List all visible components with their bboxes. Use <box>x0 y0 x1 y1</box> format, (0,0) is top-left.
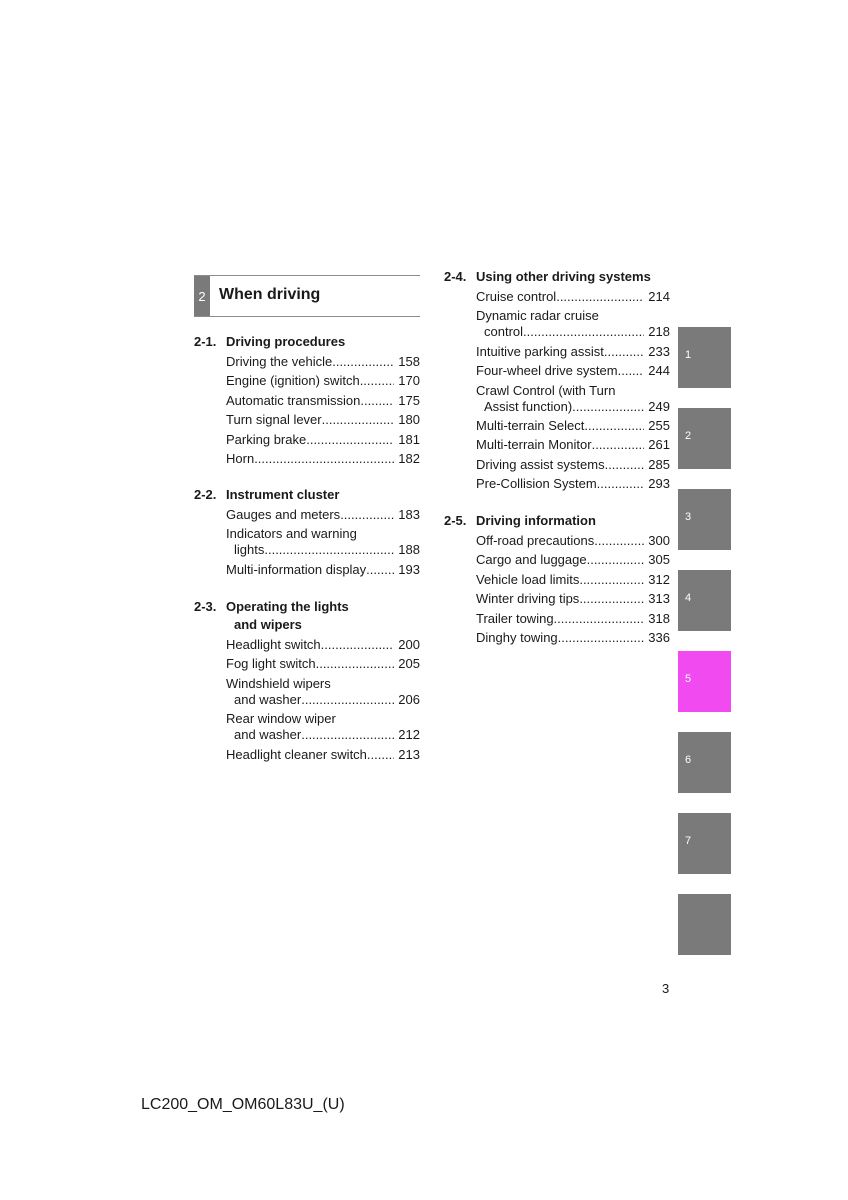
entry-title: Gauges and meters <box>226 507 341 522</box>
entry-page: 193 <box>398 561 420 577</box>
dot-leader <box>316 656 395 672</box>
entry-title: Vehicle load limits <box>476 571 580 587</box>
entry-title: Dinghy towing <box>476 629 558 645</box>
toc-entry[interactable] <box>476 572 670 588</box>
dot-leader <box>321 637 395 653</box>
toc-entry[interactable] <box>226 747 420 763</box>
toc-entry[interactable] <box>226 373 420 389</box>
chapter-tab-label: 4 <box>685 592 692 604</box>
dot-leader <box>554 611 645 627</box>
toc-entry[interactable] <box>226 562 420 578</box>
dot-leader <box>301 727 394 743</box>
section-number: 2-2. <box>194 487 217 502</box>
entry-page: 180 <box>398 412 420 428</box>
toc-entry[interactable] <box>226 393 420 409</box>
dot-leader <box>367 747 394 763</box>
entry-page: 206 <box>398 691 420 707</box>
section-entries <box>194 507 420 578</box>
entry-page: 175 <box>398 392 420 408</box>
toc-entry[interactable] <box>226 412 420 428</box>
dot-leader <box>579 591 644 607</box>
entry-title: Driving assist systems <box>476 456 605 472</box>
section-title: Using other driving systems <box>476 269 651 284</box>
dot-leader <box>301 692 394 708</box>
section-title: Instrument cluster <box>226 487 340 502</box>
toc-entry[interactable] <box>476 630 670 646</box>
entry-title: Windshield wipers <box>226 675 331 691</box>
entry-page: 285 <box>648 456 670 472</box>
entry-page: 312 <box>648 571 670 587</box>
entry-page: 188 <box>398 542 420 558</box>
chapter-tab-3[interactable] <box>678 489 731 550</box>
section-number: 2-4. <box>444 269 467 284</box>
entry-page: 249 <box>648 398 670 414</box>
dot-leader <box>579 572 644 588</box>
toc-entry[interactable] <box>226 637 420 653</box>
section-title-line2: and wipers <box>234 617 302 632</box>
toc-section-2-1 <box>194 333 420 470</box>
entry-title: Cruise control <box>476 289 557 304</box>
chapter-tab-label: 3 <box>685 511 692 523</box>
toc-entry[interactable] <box>226 711 420 743</box>
entry-page: 300 <box>648 533 670 548</box>
entry-title: Trailer towing <box>476 610 554 626</box>
toc-entry[interactable] <box>226 526 420 558</box>
entry-page: 213 <box>398 746 420 762</box>
dot-leader <box>332 354 394 370</box>
section-title: Operating the lights <box>226 599 349 614</box>
section-heading <box>194 333 420 351</box>
toc-entry[interactable] <box>476 533 670 549</box>
chapter-number-badge: 2 <box>194 276 210 316</box>
entry-line2 <box>484 324 670 340</box>
toc-entry[interactable] <box>226 432 420 448</box>
dot-leader <box>360 373 395 389</box>
entry-title: Crawl Control (with Turn <box>476 382 616 398</box>
toc-entry[interactable] <box>476 363 670 379</box>
dot-leader <box>558 630 645 646</box>
toc-entry[interactable] <box>476 418 670 434</box>
entry-page: 181 <box>398 431 420 447</box>
dot-leader <box>604 344 644 360</box>
toc-entry[interactable] <box>476 383 670 415</box>
toc-entry[interactable] <box>476 344 670 360</box>
chapter-tab-label: 5 <box>685 673 692 685</box>
dot-leader <box>523 324 644 340</box>
section-heading <box>444 268 670 286</box>
chapter-tab-2[interactable] <box>678 408 731 469</box>
dot-leader <box>592 437 645 453</box>
section-entries <box>444 289 670 492</box>
chapter-tab-1[interactable] <box>678 327 731 388</box>
section-number: 2-3. <box>194 599 217 614</box>
entry-title: Winter driving tips <box>476 591 580 607</box>
toc-entry[interactable] <box>476 476 670 492</box>
dot-leader <box>556 289 644 305</box>
entry-title: Headlight switch <box>226 637 321 652</box>
entry-title: Multi-terrain Select <box>476 417 585 433</box>
dot-leader <box>264 542 394 558</box>
chapter-header <box>194 275 420 317</box>
entry-line2 <box>234 542 420 558</box>
toc-entry[interactable] <box>226 354 420 370</box>
entry-page: 183 <box>398 507 420 522</box>
chapter-tab-label: 7 <box>685 835 692 847</box>
entry-title-line2: and washer <box>234 727 302 743</box>
dot-leader <box>597 476 645 492</box>
entry-page: 233 <box>648 343 670 359</box>
toc-entry[interactable] <box>226 507 420 523</box>
entry-line2 <box>484 399 670 415</box>
entry-title: Multi-terrain Monitor <box>476 437 592 453</box>
chapter-tab-label: 6 <box>685 754 692 766</box>
section-number: 2-5. <box>444 513 467 528</box>
entry-page: 293 <box>648 476 670 492</box>
section-title: Driving information <box>476 513 596 528</box>
document-code: LC200_OM_OM60L83U_(U) <box>141 1096 345 1113</box>
entry-title: Pre-Collision System <box>476 476 597 492</box>
entry-page: 158 <box>398 354 420 369</box>
section-entries <box>194 354 420 467</box>
entry-page: 205 <box>398 656 420 672</box>
entry-title: Automatic transmission <box>226 392 361 408</box>
dot-leader <box>340 507 394 523</box>
chapter-tab-index[interactable] <box>678 894 731 955</box>
section-heading <box>444 512 670 530</box>
entry-line2 <box>234 727 420 743</box>
entry-title: Multi-information display <box>226 561 367 577</box>
entry-page: 261 <box>648 437 670 453</box>
dot-leader <box>254 451 394 467</box>
entry-page: 200 <box>398 637 420 652</box>
entry-title: Turn signal lever <box>226 412 322 428</box>
section-heading <box>194 598 420 634</box>
entry-title: Horn <box>226 450 255 466</box>
dot-leader <box>618 363 645 379</box>
toc-entry[interactable] <box>476 457 670 473</box>
entry-title: Headlight cleaner switch <box>226 746 367 762</box>
toc-section-2-3 <box>194 598 420 766</box>
entry-title: Indicators and warning <box>226 526 357 542</box>
entry-page: 313 <box>648 591 670 607</box>
chapter-tab-7[interactable] <box>678 813 731 874</box>
chapter-tab-4[interactable] <box>678 570 731 631</box>
toc-entry[interactable] <box>476 289 670 305</box>
section-title: Driving procedures <box>226 334 346 349</box>
entry-page: 182 <box>398 450 420 466</box>
toc-entry[interactable] <box>476 552 670 568</box>
entry-page: 212 <box>398 727 420 743</box>
dot-leader <box>594 533 644 549</box>
toc-entry[interactable] <box>226 656 420 672</box>
chapter-tab-label: 1 <box>685 349 692 361</box>
toc-entry[interactable] <box>476 437 670 453</box>
section-entries <box>194 637 420 763</box>
entry-page: 244 <box>648 363 670 379</box>
dot-leader <box>322 412 395 428</box>
toc-entry[interactable] <box>226 676 420 708</box>
entry-page: 255 <box>648 417 670 433</box>
toc-section-2-4 <box>444 268 670 496</box>
dot-leader <box>584 418 644 434</box>
entry-title: Driving the vehicle <box>226 354 333 369</box>
toc-entry[interactable] <box>476 591 670 607</box>
chapter-tab-label: 2 <box>685 430 692 442</box>
entry-title: Off-road precautions <box>476 533 595 548</box>
page-number: 3 <box>662 981 670 996</box>
chapter-title: When driving <box>219 286 321 303</box>
dot-leader <box>587 552 645 568</box>
entry-title-line2: Assist function) <box>484 398 573 414</box>
entry-title-line2: control <box>484 324 524 340</box>
section-number: 2-1. <box>194 334 217 349</box>
dot-leader <box>605 457 645 473</box>
entry-title: Rear window wiper <box>226 711 336 727</box>
entry-title: Intuitive parking assist <box>476 343 604 359</box>
toc-section-2-5 <box>444 512 670 649</box>
dot-leader <box>360 393 394 409</box>
entry-title: Engine (ignition) switch <box>226 373 360 389</box>
toc-entry[interactable] <box>476 611 670 627</box>
entry-title-line2: and washer <box>234 691 302 707</box>
entry-title-line2: lights <box>234 542 265 558</box>
dot-leader <box>572 399 644 415</box>
entry-title: Parking brake <box>226 431 307 447</box>
entry-title: Four-wheel drive system <box>476 363 618 379</box>
entry-line2 <box>234 692 420 708</box>
entry-page: 214 <box>648 289 670 304</box>
toc-entry[interactable] <box>476 308 670 340</box>
entry-page: 218 <box>648 324 670 340</box>
section-entries <box>444 533 670 646</box>
section-heading <box>194 486 420 504</box>
entry-page: 170 <box>398 373 420 389</box>
dot-leader <box>366 562 394 578</box>
chapter-tab-5[interactable] <box>678 651 731 712</box>
entry-title: Dynamic radar cruise <box>476 308 599 324</box>
chapter-tab-6[interactable] <box>678 732 731 793</box>
toc-section-2-2 <box>194 486 420 581</box>
toc-entry[interactable] <box>226 451 420 467</box>
entry-page: 318 <box>648 610 670 626</box>
dot-leader <box>306 432 394 448</box>
entry-title: Fog light switch <box>226 656 316 672</box>
entry-page: 305 <box>648 552 670 568</box>
entry-page: 336 <box>648 629 670 645</box>
entry-title: Cargo and luggage <box>476 552 587 568</box>
